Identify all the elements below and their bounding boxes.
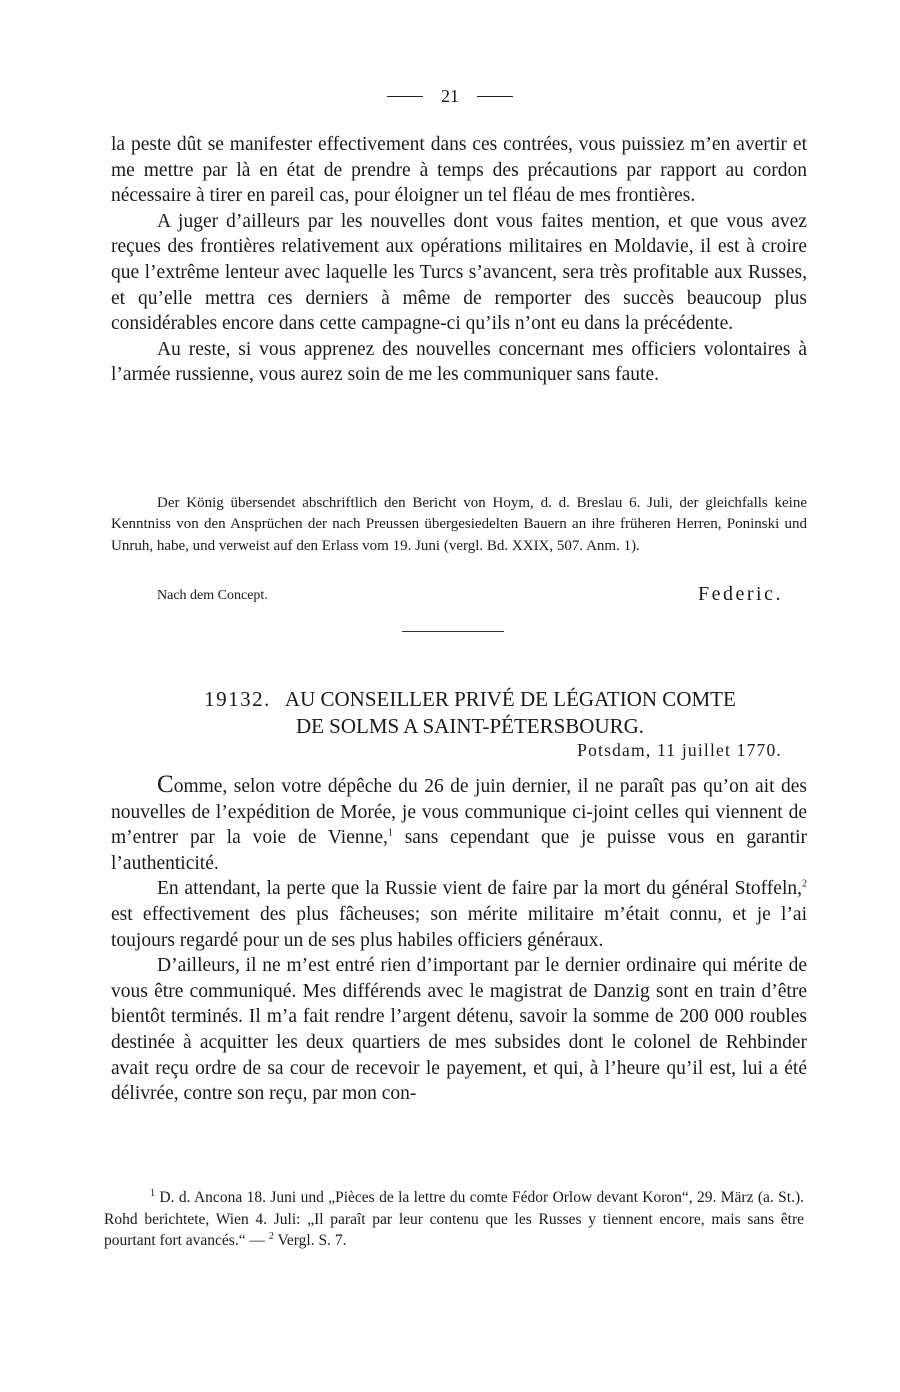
continuation-paragraph-1: la peste dût se manifester effectivement dans ces contrées, vous puissiez m’en avertir et me mettre par là en état de prendre à temps des précautions par rapport au cordon nécessaire à tirer en pareil cas, pour éloigner un tel fléau de mes frontières. — [111, 134, 807, 207]
page-header — [0, 86, 900, 107]
footnotes — [104, 1187, 804, 1252]
editor-note-text: Der König übersendet abschriftlich den Bericht von Hoym, d. d. Breslau 6. Juli, der gleichfalls keine Kenntniss von den Ansprüchen der nach Preussen übergesiedelten Bauern an ihre früheren Herren, Poninski und Unruh, habe, und verweist auf den Erlass vom 19. Juni (vergl. Bd. XXIX, 507. Anm. 1). — [111, 495, 807, 554]
letter-paragraph-1 — [111, 772, 807, 876]
letter-paragraph-2 — [111, 876, 807, 953]
letter-title-line-1 — [140, 686, 800, 713]
letter-body — [111, 772, 807, 1107]
page-number: 21 — [441, 86, 459, 106]
letter-paragraph-1-text-a: omme, selon votre dépêche du 26 de juin dernier, il ne paraît pas qu’on ait des nouvelles de l’expédition de Morée, je vous communique ci-joint celles qui viennent de m’entrer par la voie de Vienne, — [111, 776, 807, 849]
header-rule-left — [387, 96, 423, 97]
continuation-paragraph-3: Au reste, si vous apprenez des nouvelles concernant mes officiers volontaires à l’armée russienne, vous aurez soin de me les communiquer sans faute. — [111, 338, 807, 386]
letter-date: Potsdam, 11 juillet 1770. — [577, 740, 782, 760]
letter-title-text-1: AU CONSEILLER PRIVÉ DE LÉGATION COMTE — [284, 687, 736, 711]
letter-title — [140, 686, 800, 740]
continuation-text — [111, 132, 807, 388]
footnote-ref-2: 2 — [802, 878, 807, 890]
footnote-ref-1: 1 — [387, 827, 393, 839]
section-separator — [402, 631, 504, 632]
continuation-paragraph-2: A juger d’ailleurs par les nouvelles dont vous faites mention, et que vous avez reçues des frontières relativement aux opérations militaires en Moldavie, il est à croire que l’extrême lenteur avec laquelle les Turcs s’avancent, sera très profitable aux Russes, et qu’elle mettra ces derniers à même de remporter des succès beaucoup plus considérables encore dans cette campagne-ci qu’ils n’ont eu dans la précédente. — [111, 210, 807, 335]
closing-row — [111, 580, 807, 606]
footnote-1 — [104, 1187, 804, 1252]
footnote-2-mark: 2 — [268, 1230, 274, 1242]
letter-paragraph-2-text-a: En attendant, la perte que la Russie vient de faire par la mort du général Stoffeln, — [157, 878, 802, 900]
header-rule-right — [477, 96, 513, 97]
letter-title-line-2: DE SOLMS A SAINT-PÉTERSBOURG. — [295, 714, 645, 738]
footnote-2-text: Vergl. S. 7. — [273, 1232, 347, 1249]
letter-number: 19132. — [204, 687, 271, 711]
footnote-1-text: D. d. Ancona 18. Juni und „Pièces de la lettre du comte Fédor Orlow devant Koron“, 29. März (a. St.). Rohd berichtete, Wien 4. Juli: „Il paraît par leur contenu que les Russes y tiennent encore, mais sans être pourtant fort avancés.“ — — [104, 1189, 804, 1249]
letter-paragraph-2-text-b: est effectivement des plus fâcheuses; son mérite militaire m’était connu, et je l’ai toujours regardé pour un de ses plus habiles officiers généraux. — [111, 903, 807, 951]
signature: Federic. — [698, 583, 783, 605]
editor-note — [111, 493, 807, 557]
concept-note: Nach dem Concept. — [157, 588, 268, 603]
letter-paragraph-1-text-b: sans cependant que je puisse vous en garantir l’authenticité. — [111, 827, 807, 874]
letter-paragraph-3: D’ailleurs, il ne m’est entré rien d’important par le dernier ordinaire qui mérite de vous être communiqué. Mes différends avec le magistrat de Danzig sont en train d’être bientôt terminés. Il m’a fait rendre l’argent détenu, savoir la somme de 200 000 roubles destinée à acquitter les deux quartiers de mes subsides dont le colonel de Rehbinder avait reçu ordre de sa cour de recevoir le payement, et qui, à l’heure qu’il est, lui a été délivrée, contre son reçu, par mon con- — [111, 955, 807, 1105]
footnote-1-mark: 1 — [150, 1187, 155, 1199]
initial-letter: C — [157, 771, 174, 798]
